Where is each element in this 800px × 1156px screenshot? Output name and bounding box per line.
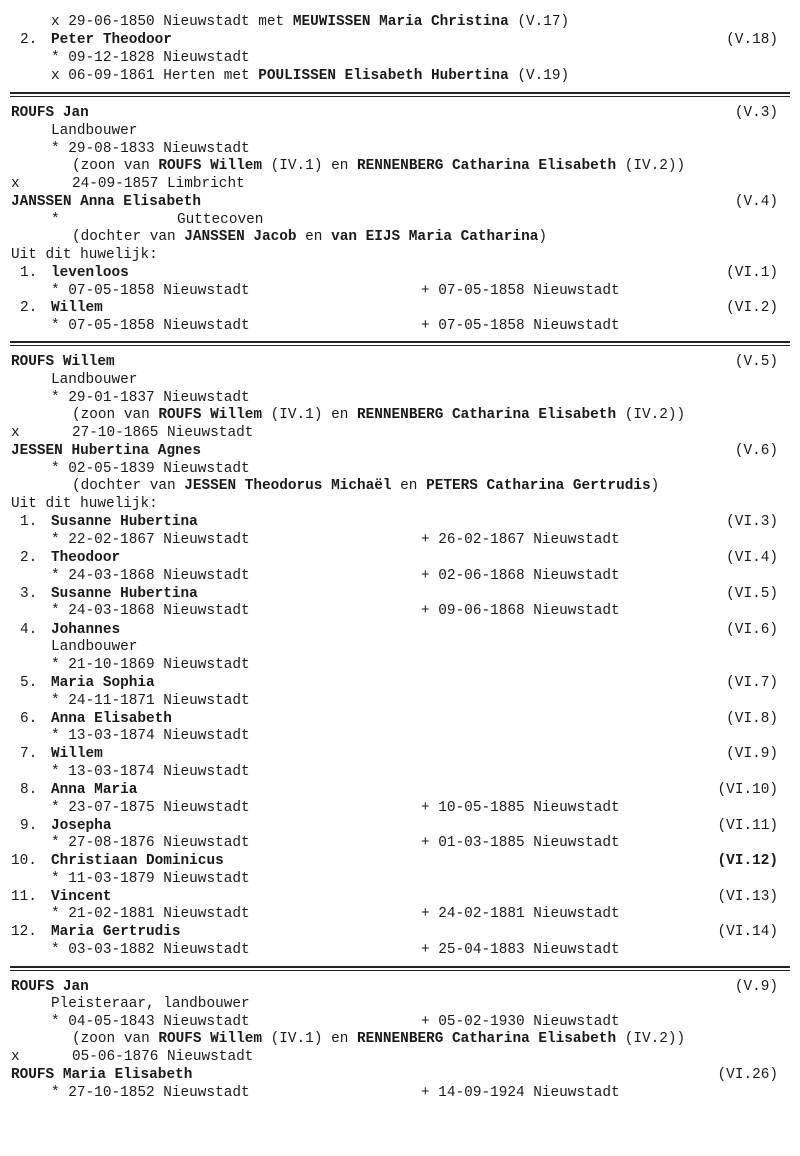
spouse-death: + 14-09-1924 Nieuwstadt	[421, 1085, 620, 1101]
child-birth-line	[0, 49, 800, 67]
birth-place: Guttecoven	[177, 212, 264, 228]
entry-heading	[0, 353, 800, 371]
child-name: Susanne Hubertina	[51, 514, 198, 530]
child-ref: (VI.1)	[726, 265, 778, 281]
child-dates-line	[0, 692, 800, 710]
father-name: JANSSEN Jacob	[184, 229, 297, 245]
parents-line	[0, 1030, 800, 1048]
occupation-line	[0, 122, 800, 140]
entry-heading	[0, 104, 800, 122]
child-ref: (VI.6)	[726, 622, 778, 638]
person-name: ROUFS Jan	[11, 105, 89, 121]
child-dates-line	[0, 905, 800, 923]
child-dates-line	[0, 656, 800, 674]
child-dates-line	[0, 834, 800, 852]
child-ref: (VI.5)	[726, 586, 778, 602]
child-name: Theodoor	[51, 550, 121, 566]
child-name: Anna Elisabeth	[51, 711, 172, 727]
section-divider	[10, 341, 790, 346]
mother-name: RENNENBERG Catharina Elisabeth	[357, 158, 617, 174]
children-header: Uit dit huwelijk:	[11, 496, 158, 512]
child-number: 2.	[20, 550, 38, 566]
child-birth: * 11-03-1879 Nieuwstadt	[51, 871, 250, 887]
spouse-dates-line	[0, 1084, 800, 1102]
child-ref: (VI.11)	[717, 818, 778, 834]
child-ref: (VI.3)	[726, 514, 778, 530]
child-birth: * 21-02-1881 Nieuwstadt	[51, 906, 250, 922]
child-dates-line	[0, 763, 800, 781]
child-death: + 02-06-1868 Nieuwstadt	[421, 568, 620, 584]
mother-name: PETERS Catharina Gertrudis	[426, 478, 651, 494]
spouse-heading	[0, 1066, 800, 1084]
child-number: 8.	[20, 782, 38, 798]
children-header: Uit dit huwelijk:	[11, 247, 158, 263]
spouse-heading	[0, 442, 800, 460]
mother-name: van EIJS Maria Catharina	[331, 229, 539, 245]
occupation-line	[0, 371, 800, 389]
child-number: 3.	[20, 586, 38, 602]
mother-name: RENNENBERG Catharina Elisabeth	[357, 1031, 617, 1047]
parents-suffix: )	[650, 478, 660, 494]
child-number: 2.	[20, 300, 38, 316]
child-birth: * 13-03-1874 Nieuwstadt	[51, 728, 250, 744]
child-heading	[0, 549, 800, 567]
child-dates-line	[0, 602, 800, 620]
spouse-birth: * 02-05-1839 Nieuwstadt	[51, 461, 250, 477]
child-heading	[0, 781, 800, 799]
parents-mid: (IV.1) en	[262, 407, 357, 423]
child-occupation: Landbouwer	[51, 639, 138, 655]
marriage-line	[0, 1048, 800, 1066]
child-name: Anna Maria	[51, 782, 138, 798]
child-name: Josepha	[51, 818, 112, 834]
parents-suffix: (IV.2))	[616, 1031, 686, 1047]
child-birth: * 21-10-1869 Nieuwstadt	[51, 657, 250, 673]
child-number: 1.	[20, 265, 38, 281]
spouse-name: ROUFS Maria Elisabeth	[11, 1067, 193, 1083]
child-death: + 24-02-1881 Nieuwstadt	[421, 906, 620, 922]
child-birth: * 27-08-1876 Nieuwstadt	[51, 835, 250, 851]
child-death: + 25-04-1883 Nieuwstadt	[421, 942, 620, 958]
parents-line	[0, 406, 800, 424]
child-ref: (VI.13)	[717, 889, 778, 905]
child-name: Peter Theodoor	[51, 32, 172, 48]
child-dates-line	[0, 799, 800, 817]
child-birth: * 07-05-1858 Nieuwstadt	[51, 318, 250, 334]
section-divider	[10, 966, 790, 971]
spouse-ref: (VI.26)	[717, 1067, 778, 1083]
child-number: 5.	[20, 675, 38, 691]
child-death: + 09-06-1868 Nieuwstadt	[421, 603, 620, 619]
children-header-line	[0, 495, 800, 513]
birth-line	[0, 389, 800, 407]
child-ref: (VI.14)	[717, 924, 778, 940]
child-birth: * 13-03-1874 Nieuwstadt	[51, 764, 250, 780]
child-number: 2.	[20, 32, 38, 48]
parents-suffix: )	[538, 229, 547, 245]
child-birth: * 07-05-1858 Nieuwstadt	[51, 283, 250, 299]
child-dates-line	[0, 282, 800, 300]
father-name: ROUFS Willem	[158, 407, 262, 423]
child-death: + 10-05-1885 Nieuwstadt	[421, 800, 620, 816]
child-heading	[0, 852, 800, 870]
occupation: Landbouwer	[51, 372, 138, 388]
marriage-line	[0, 175, 800, 193]
child-dates-line	[0, 941, 800, 959]
child-heading	[0, 817, 800, 835]
child-birth: * 24-11-1871 Nieuwstadt	[51, 693, 250, 709]
child-birth: * 23-07-1875 Nieuwstadt	[51, 800, 250, 816]
child-name: Susanne Hubertina	[51, 586, 198, 602]
spouse-birth: * 27-10-1852 Nieuwstadt	[51, 1085, 250, 1101]
spouse-parents-line	[0, 228, 800, 246]
occupation: Landbouwer	[51, 123, 138, 139]
parents-mid: (IV.1) en	[262, 158, 357, 174]
marriage-line	[0, 424, 800, 442]
person-ref: (V.3)	[734, 105, 778, 121]
spouse-birth-line	[0, 211, 800, 229]
child-heading	[0, 299, 800, 317]
parents-suffix: (IV.2))	[616, 158, 686, 174]
marriage-info: 24-09-1857 Limbricht	[72, 176, 245, 192]
child-death: + 07-05-1858 Nieuwstadt	[421, 318, 620, 334]
spouse-name: JANSSEN Anna Elisabeth	[11, 194, 201, 210]
child-heading	[0, 621, 800, 639]
child-ref: (V.18)	[726, 32, 778, 48]
child-name: Johannes	[51, 622, 121, 638]
child-dates-line	[0, 727, 800, 745]
marriage-info: 05-06-1876 Nieuwstadt	[72, 1049, 254, 1065]
child-death: + 07-05-1858 Nieuwstadt	[421, 283, 620, 299]
child-ref: (VI.2)	[726, 300, 778, 316]
child-number: 1.	[20, 514, 38, 530]
child-heading	[0, 710, 800, 728]
birth-death-line	[0, 1013, 800, 1031]
child-birth: * 22-02-1867 Nieuwstadt	[51, 532, 250, 548]
child-death: + 26-02-1867 Nieuwstadt	[421, 532, 620, 548]
parents-prefix: (zoon van	[72, 407, 159, 423]
child-number: 11.	[11, 889, 37, 905]
birth: * 29-08-1833 Nieuwstadt	[51, 141, 250, 157]
father-name: ROUFS Willem	[158, 1031, 262, 1047]
child-spouse-ref: (V.19)	[517, 68, 570, 84]
parents-prefix: (dochter van	[72, 229, 185, 245]
child-heading	[0, 923, 800, 941]
child-dates-line	[0, 567, 800, 585]
child-heading	[0, 674, 800, 692]
person-ref: (V.5)	[734, 354, 778, 370]
child-marriage-line	[0, 67, 800, 85]
child-ref: (VI.8)	[726, 711, 778, 727]
entry-heading	[0, 978, 800, 996]
parents-prefix: (zoon van	[72, 158, 159, 174]
spouse-parents-line	[0, 477, 800, 495]
parents-prefix: (zoon van	[72, 1031, 159, 1047]
spouse-ref: (V.6)	[734, 443, 778, 459]
marriage-line	[0, 13, 800, 31]
child-death: + 01-03-1885 Nieuwstadt	[421, 835, 620, 851]
child-ref: (VI.7)	[726, 675, 778, 691]
child-number: 4.	[20, 622, 38, 638]
child-name: levenloos	[51, 265, 129, 281]
child-number: 6.	[20, 711, 38, 727]
child-name: Vincent	[51, 889, 112, 905]
child-dates-line	[0, 317, 800, 335]
birth: * 04-05-1843 Nieuwstadt	[51, 1014, 250, 1030]
child-number: 12.	[11, 924, 37, 940]
child-birth: * 24-03-1868 Nieuwstadt	[51, 568, 250, 584]
parents-prefix: (dochter van	[72, 478, 185, 494]
child-heading	[0, 264, 800, 282]
child-occupation-line	[0, 638, 800, 656]
child-number: 9.	[20, 818, 38, 834]
birth-mark: *	[51, 212, 60, 228]
child-spouse-name: POULISSEN Elisabeth Hubertina	[258, 68, 509, 84]
occupation-line	[0, 995, 800, 1013]
father-name: ROUFS Willem	[158, 158, 262, 174]
father-name: JESSEN Theodorus Michaël	[184, 478, 392, 494]
child-ref: (VI.4)	[726, 550, 778, 566]
spouse-name: MEUWISSEN Maria Christina	[292, 14, 509, 30]
death: + 05-02-1930 Nieuwstadt	[421, 1014, 620, 1030]
child-number: 10.	[11, 853, 37, 869]
person-name: ROUFS Jan	[11, 979, 89, 995]
child-heading	[0, 888, 800, 906]
child-name: Willem	[51, 746, 103, 762]
child-name: Maria Sophia	[51, 675, 155, 691]
person-name: ROUFS Willem	[11, 354, 115, 370]
child-ref: (VI.12)	[717, 853, 778, 869]
occupation: Pleisteraar, landbouwer	[51, 996, 250, 1012]
marriage-mark: x	[11, 176, 20, 192]
child-birth: * 09-12-1828 Nieuwstadt	[51, 50, 250, 66]
child-heading	[0, 585, 800, 603]
child-name: Christiaan Dominicus	[51, 853, 224, 869]
child-birth: * 03-03-1882 Nieuwstadt	[51, 942, 250, 958]
child-dates-line	[0, 870, 800, 888]
child-ref: (VI.10)	[717, 782, 778, 798]
parents-suffix: (IV.2))	[616, 407, 686, 423]
child-dates-line	[0, 531, 800, 549]
child-heading	[0, 745, 800, 763]
child-ref: (VI.9)	[726, 746, 778, 762]
parents-line	[0, 157, 800, 175]
child-heading	[0, 31, 800, 49]
person-ref: (V.9)	[734, 979, 778, 995]
child-marriage: x 06-09-1861 Herten met	[51, 68, 259, 84]
spouse-ref: (V.4)	[734, 194, 778, 210]
section-divider	[10, 92, 790, 97]
parents-mid: en	[391, 478, 427, 494]
marriage-date: x 29-06-1850 Nieuwstadt met	[51, 14, 293, 30]
marriage-mark: x	[11, 425, 20, 441]
mother-name: RENNENBERG Catharina Elisabeth	[357, 407, 617, 423]
parents-mid: (IV.1) en	[262, 1031, 357, 1047]
spouse-heading	[0, 193, 800, 211]
parents-mid: en	[296, 229, 332, 245]
child-heading	[0, 513, 800, 531]
birth-line	[0, 140, 800, 158]
spouse-birth-line	[0, 460, 800, 478]
child-birth: * 24-03-1868 Nieuwstadt	[51, 603, 250, 619]
marriage-mark: x	[11, 1049, 20, 1065]
birth: * 29-01-1837 Nieuwstadt	[51, 390, 250, 406]
spouse-name: JESSEN Hubertina Agnes	[11, 443, 201, 459]
child-name: Willem	[51, 300, 103, 316]
marriage-info: 27-10-1865 Nieuwstadt	[72, 425, 254, 441]
child-number: 7.	[20, 746, 38, 762]
child-name: Maria Gertrudis	[51, 924, 181, 940]
children-header-line	[0, 246, 800, 264]
spouse-ref: (V.17)	[517, 14, 570, 30]
